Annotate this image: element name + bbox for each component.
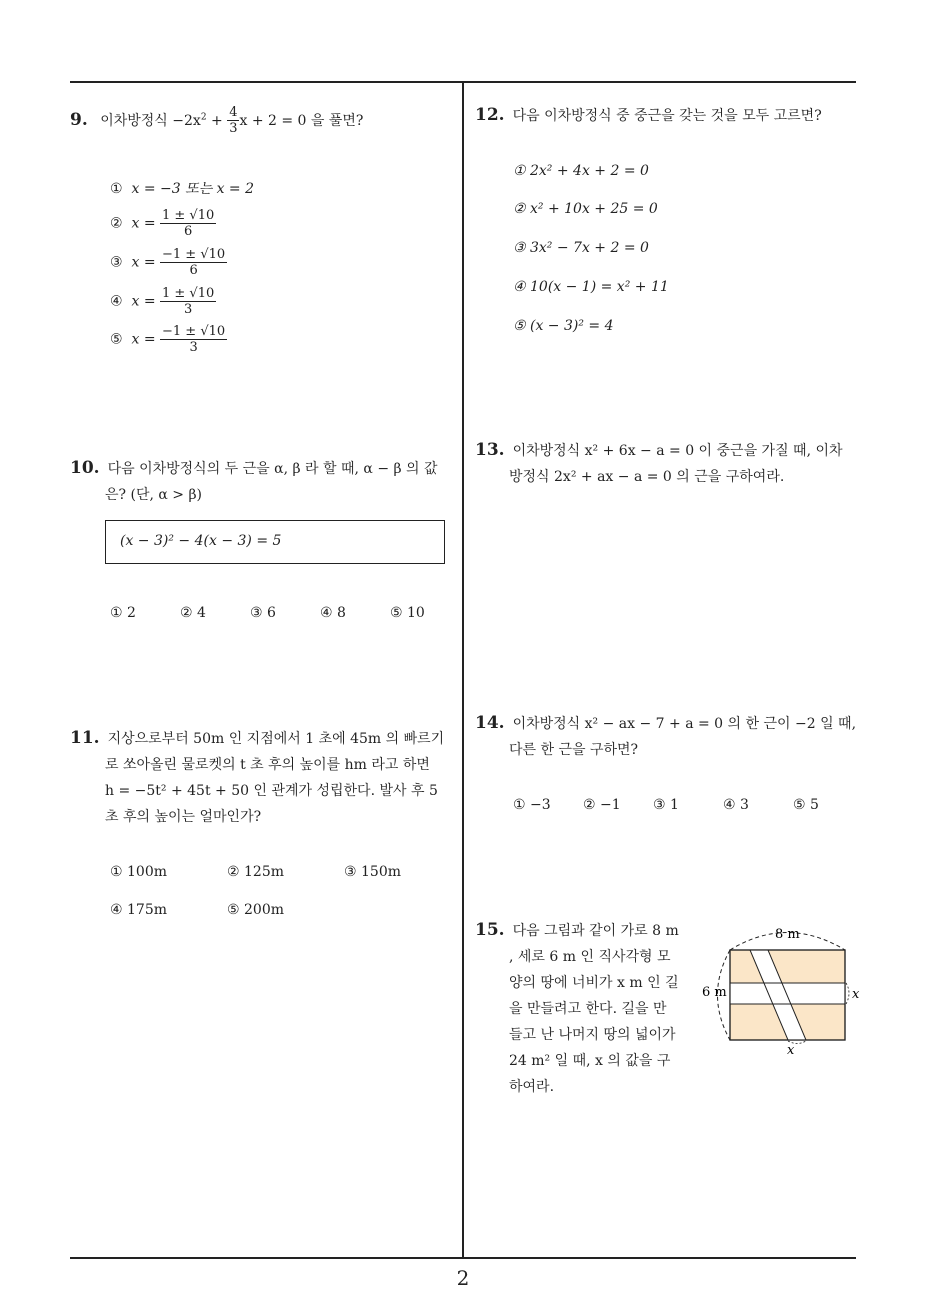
option-1[interactable]: ① 2x² + 4x + 2 = 0 — [513, 163, 649, 179]
option-4[interactable]: ④ 10(x − 1) = x² + 11 — [513, 279, 669, 295]
bottom-label: x — [787, 1043, 795, 1058]
question-number: 12. — [475, 105, 505, 125]
fraction: $\frac{-1 \pm √10}{3}$ — [162, 324, 226, 355]
option-5[interactable]: ⑤ 10 — [390, 605, 425, 621]
question-14: 14. 이차방정식 x² − ax − 7 + a = 0 의 한 근이 −2 일 때, 다른 한 근을 구하면? — [475, 713, 857, 758]
question-13: 13. 이차방정식 x² + 6x − a = 0 이 중근을 가질 때, 이차 방정식 2x² + ax − a = 0 의 근을 구하여라. — [475, 440, 843, 485]
left-label: 6 m — [702, 985, 727, 1000]
right-label: x — [852, 987, 860, 1002]
option-4[interactable]: ④ 175m — [110, 902, 167, 918]
question-number: 13. — [475, 440, 505, 460]
question-12: 12. 다음 이차방정식 중 중근을 갖는 것을 모두 고르면? — [475, 105, 822, 125]
option-4[interactable]: ④ x = $\frac{1 \pm √10}{3}$ — [110, 286, 215, 317]
top-label: 8 m — [775, 927, 800, 942]
option-5[interactable]: ⑤ x = $\frac{-1 \pm √10}{3}$ — [110, 324, 226, 355]
option-3[interactable]: ③ 1 — [653, 797, 679, 813]
page-number: 2 — [456, 1266, 470, 1290]
option-2[interactable]: ② x = $\frac{1 \pm √10}{6}$ — [110, 208, 215, 239]
question-number: 9. — [70, 109, 88, 130]
option-3[interactable]: ③ 6 — [250, 605, 276, 621]
equation-box: (x − 3)² − 4(x − 3) = 5 — [105, 520, 445, 564]
option-1[interactable]: ① 100m — [110, 864, 167, 880]
option-1[interactable]: ① x = −3 또는 x = 2 — [110, 181, 255, 197]
option-2[interactable]: ② 125m — [227, 864, 284, 880]
option-3[interactable]: ③ 3x² − 7x + 2 = 0 — [513, 240, 649, 256]
option-5[interactable]: ⑤ (x − 3)² = 4 — [513, 318, 614, 334]
fraction: $\frac{4}{3}$ — [229, 105, 238, 137]
option-1[interactable]: ① −3 — [513, 797, 551, 813]
fraction: $\frac{-1 \pm √10}{6}$ — [162, 247, 226, 278]
option-4[interactable]: ④ 8 — [320, 605, 346, 621]
option-1[interactable]: ① 2 — [110, 605, 136, 621]
question-10: 10. 다음 이차방정식의 두 근을 α, β 라 할 때, α − β 의 값 은? (단, α > β) — [70, 458, 438, 503]
question-stem: 이차방정식 $-2x^2$ + $\frac{4}{3}$ x + 2 = 0 을 풀면? — [100, 105, 364, 137]
right-bracket — [846, 983, 849, 1004]
question-11: 11. 지상으로부터 50m 인 지점에서 1 초에 45m 의 빠르기 로 쏘아올린 물로켓의 t 초 후의 높이를 hm 라고 하면 h = −5t² + 45t + 50 인 관계가 성립한다. 발사 후 5 초 후의 높이는 얼마인가? — [70, 728, 445, 825]
column-divider — [462, 82, 464, 1259]
option-3[interactable]: ③ 150m — [344, 864, 401, 880]
question-9 — [70, 104, 363, 136]
question-number: 15. — [475, 920, 505, 940]
option-2[interactable]: ② −1 — [583, 797, 621, 813]
question-15: 15. 다음 그림과 같이 가로 8 m , 세로 6 m 인 직사각형 모 양의 땅에 너비가 x m 인 길 을 만들려고 한다. 길을 만 들고 난 나머지 땅의 넓이가 24 m² 일 때, x 의 값을 구 하여라. — [475, 920, 679, 1095]
option-4[interactable]: ④ 3 — [723, 797, 749, 813]
question-number: 14. — [475, 713, 505, 733]
option-2[interactable]: ② x² + 10x + 25 = 0 — [513, 201, 658, 217]
question-number: 11. — [70, 728, 100, 748]
option-5[interactable]: ⑤ 5 — [793, 797, 819, 813]
road-figure — [700, 920, 865, 1060]
fraction: $\frac{1 \pm √10}{6}$ — [162, 208, 215, 239]
fraction: $\frac{1 \pm √10}{3}$ — [162, 286, 215, 317]
question-number: 10. — [70, 458, 100, 478]
option-3[interactable]: ③ x = $\frac{-1 \pm √10}{6}$ — [110, 247, 226, 278]
option-2[interactable]: ② 4 — [180, 605, 206, 621]
option-5[interactable]: ⑤ 200m — [227, 902, 284, 918]
bottom-rule — [70, 1257, 856, 1259]
